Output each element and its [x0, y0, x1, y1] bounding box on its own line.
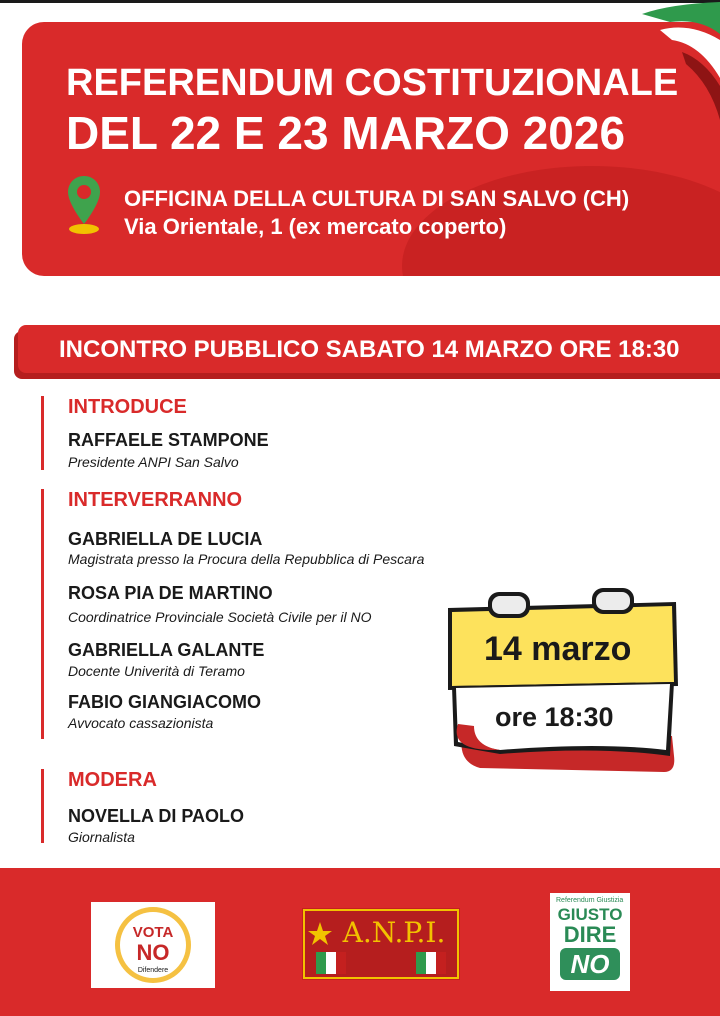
anpi-badge [302, 908, 460, 980]
no-bubble [560, 948, 620, 980]
calendar-icon [440, 586, 690, 776]
person-role: Avvocato cassazionista [68, 715, 214, 731]
vota-no-badge [91, 902, 215, 988]
section-bar-interverranno [41, 489, 44, 739]
person-role: Coordinatrice Provinciale Società Civile per il NO [68, 609, 372, 625]
section-bar-modera [41, 769, 44, 843]
no-word: NO [570, 949, 610, 979]
giusto-dire-no-logo [550, 893, 630, 991]
person-name: ROSA PIA DE MARTINO [68, 583, 273, 603]
svg-text:Difendere: Difendere [137, 967, 169, 974]
anpi-logo [302, 908, 460, 980]
giusto-subtitle: Referendum Giustizia [556, 897, 624, 904]
section-title-interverranno: INTERVERRANNO [68, 489, 243, 511]
title-line-2: DEL 22 E 23 MARZO 2026 [66, 107, 626, 159]
person-role: Magistrata presso la Procura della Repubblica di Pescara [68, 551, 425, 567]
giusto-word: GIUSTO [557, 905, 623, 924]
vota-no-logo [91, 902, 215, 988]
venue-name: OFFICINA DELLA CULTURA DI SAN SALVO (CH) [124, 186, 630, 211]
title-line-1: REFERENDUM COSTITUZIONALE [66, 62, 679, 104]
svg-text:VOTA: VOTA [132, 924, 174, 941]
person-role: Presidente ANPI San Salvo [68, 454, 239, 470]
dire-word: DIRE [563, 922, 617, 947]
footer-bar [0, 868, 720, 1016]
top-border-line [0, 0, 720, 3]
section-title-modera: MODERA [68, 769, 157, 791]
banner-text: INCONTRO PUBBLICO SABATO 14 MARZO ORE 18:30 [59, 336, 680, 363]
person-name: FABIO GIANGIACOMO [68, 692, 261, 712]
person-name: GABRIELLA DE LUCIA [68, 529, 263, 549]
location-pin-icon [66, 174, 102, 236]
calendar-time: ore 18:30 [495, 702, 614, 732]
section-title-introduce: INTRODUCE [68, 396, 187, 418]
calendar-graphic [440, 586, 690, 776]
svg-text:A.N.P.I.: A.N.P.I. [342, 916, 446, 949]
person-name: GABRIELLA GALANTE [68, 640, 265, 660]
person-name: NOVELLA DI PAOLO [68, 806, 245, 826]
person-name: RAFFAELE STAMPONE [68, 430, 269, 450]
section-bar-introduce [41, 396, 44, 470]
calendar-date: 14 marzo [484, 630, 632, 668]
svg-text:NO: NO [136, 940, 170, 965]
event-banner [18, 325, 720, 373]
person-role: Giornalista [68, 829, 135, 845]
person-role: Docente Univerità di Teramo [68, 663, 245, 679]
venue-address: Via Orientale, 1 (ex mercato coperto) [124, 214, 507, 239]
